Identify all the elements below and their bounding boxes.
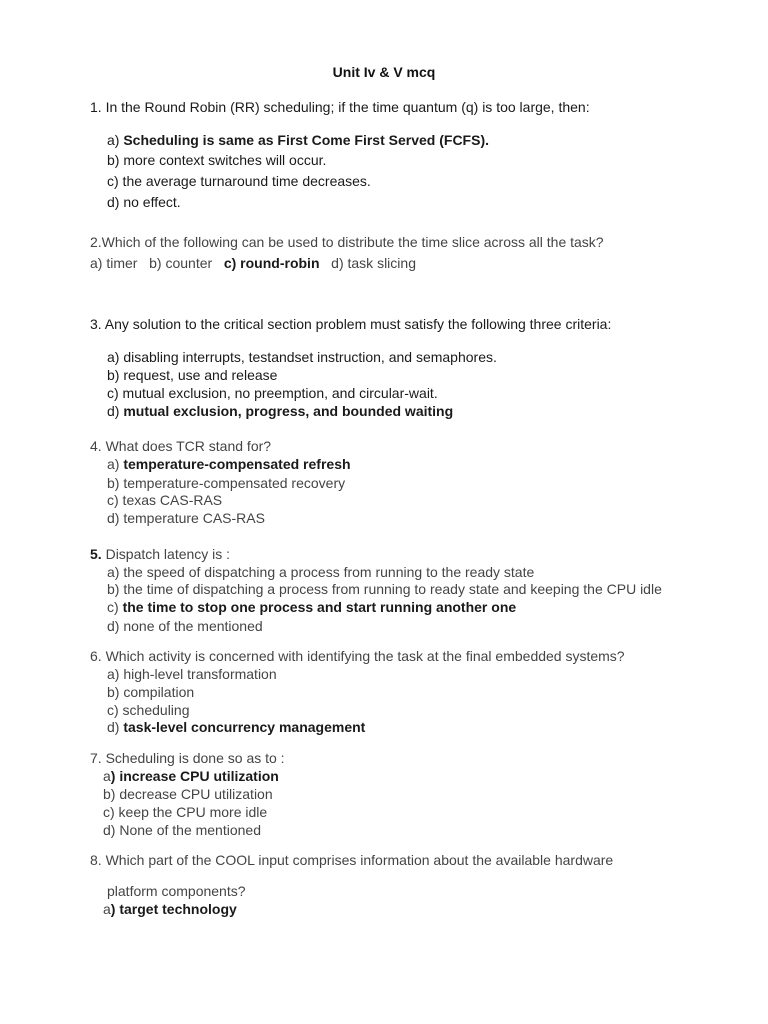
question-7-option-d: d) None of the mentioned — [103, 822, 261, 838]
question-2-option-b: b) counter — [149, 255, 213, 271]
question-2-options — [90, 254, 416, 272]
question-2: 2.Which of the following can be used to distribute the time slice across all the task? — [90, 234, 604, 250]
question-4-option-c: c) texas CAS-RAS — [107, 492, 223, 508]
correct-answer: ) increase CPU utilization — [110, 768, 279, 784]
correct-answer: ) target technology — [110, 901, 237, 917]
question-8-option-a: a) target technology — [103, 901, 237, 917]
question-8-continued: platform components? — [107, 883, 246, 899]
correct-answer: temperature-compensated refresh — [123, 456, 351, 472]
question-1-option-b: b) more context switches will occur. — [107, 152, 327, 168]
question-4-option-b: b) temperature-compensated recovery — [107, 475, 346, 491]
question-1-option-c: c) the average turnaround time decreases. — [107, 173, 371, 189]
question-1-option-a: a) Scheduling is same as First Come First Served (FCFS). — [107, 132, 489, 148]
correct-answer: c) round-robin — [223, 255, 320, 271]
question-8: 8. Which part of the COOL input comprises information about the available hardware — [90, 852, 614, 868]
question-5-option-a: a) the speed of dispatching a process from running to the ready state — [107, 564, 535, 580]
question-2-option-d: d) task slicing — [331, 255, 416, 271]
correct-answer: Scheduling is same as First Come First Served (FCFS). — [123, 132, 489, 148]
question-4-option-d: d) temperature CAS-RAS — [107, 510, 265, 526]
question-3: 3. Any solution to the critical section problem must satisfy the following three criteria: — [90, 316, 612, 332]
question-5: 5. Dispatch latency is : — [90, 546, 231, 562]
question-5-option-b: b) the time of dispatching a process from running to ready state and keeping the CPU idle — [107, 581, 662, 597]
question-3-option-d: d) mutual exclusion, progress, and bounded waiting — [107, 403, 454, 419]
question-6-option-c: c) scheduling — [107, 702, 190, 718]
question-2-option-a: a) timer — [90, 255, 138, 271]
question-6-option-a: a) high-level transformation — [107, 666, 277, 682]
question-5-option-c: c) the time to stop one process and start running another one — [107, 599, 517, 615]
question-6-option-d: d) task-level concurrency management — [107, 719, 366, 735]
question-4: 4. What does TCR stand for? — [90, 438, 272, 454]
correct-answer: task-level concurrency management — [123, 719, 366, 735]
question-3-option-a: a) disabling interrupts, testandset instruction, and semaphores. — [107, 349, 497, 365]
question-3-option-b: b) request, use and release — [107, 367, 278, 383]
page-title: Unit Iv & V mcq — [332, 64, 436, 80]
question-7-option-a: a) increase CPU utilization — [103, 768, 279, 784]
correct-answer: the time to stop one process and start running another one — [122, 599, 517, 615]
question-4-option-a: a) temperature-compensated refresh — [107, 456, 351, 472]
question-1-option-d: d) no effect. — [107, 194, 181, 210]
question-7-option-b: b) decrease CPU utilization — [103, 786, 273, 802]
question-6: 6. Which activity is concerned with identifying the task at the final embedded systems? — [90, 648, 625, 664]
question-3-option-c: c) mutual exclusion, no preemption, and circular-wait. — [107, 385, 438, 401]
question-7-option-c: c) keep the CPU more idle — [103, 804, 268, 820]
question-6-option-b: b) compilation — [107, 684, 195, 700]
question-1: 1. In the Round Robin (RR) scheduling; if the time quantum (q) is too large, then: — [90, 99, 590, 115]
correct-answer: mutual exclusion, progress, and bounded waiting — [123, 403, 454, 419]
question-7: 7. Scheduling is done so as to : — [90, 750, 285, 766]
question-5-option-d: d) none of the mentioned — [107, 618, 263, 634]
